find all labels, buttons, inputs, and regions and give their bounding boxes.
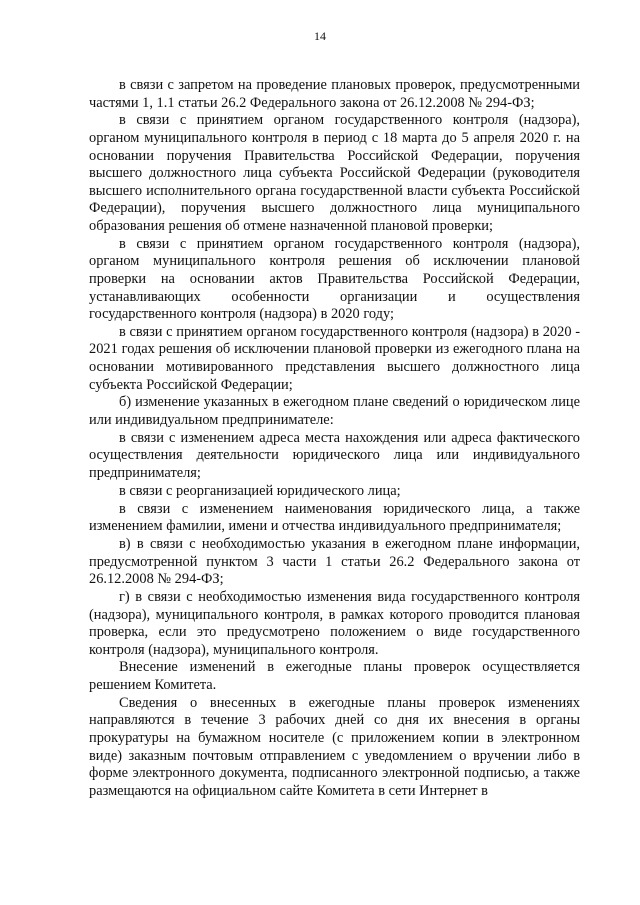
paragraph-item-b: б) изменение указанных в ежегодном плане сведений о юридическом лице или индивидуальном предпринимателе: (89, 394, 580, 429)
paragraph-exclusion-government-acts: в связи с принятием органом государственного контроля (надзора), органом муниципального контроля решения об исключении плановой проверки на основании актов Правительства Российской Федерации, устанавливающих особенности организации и осуществления государственного контроля (надзора) в 2020 году; (89, 235, 580, 323)
paragraph-item-g: г) в связи с необходимостью изменения вида государственного контроля (надзора), муниципального контроля, в рамках которого проводится плановая проверка, если это предусмотрено положением о виде государственного контроля (надзора), муниципального контроля. (89, 588, 580, 658)
paragraph-item-v: в) в связи с необходимостью указания в ежегодном плане информации, предусмотренной пунктом 3 части 1 статьи 26.2 Федерального закона от 26.12.2008 № 294-ФЗ; (89, 535, 580, 588)
paragraph-name-change: в связи с изменением наименования юридического лица, а также изменением фамилии, имени и отчества индивидуального предпринимателя; (89, 500, 580, 535)
paragraph-notification-prosecutor: Сведения о внесенных в ежегодные планы проверок изменениях направляются в течение 3 рабочих дней со дня их внесения в органы прокуратуры на бумажном носителе (с приложением копии в электронном виде) заказным почтовым отправлением с уведомлением о вручении либо в форме электронного документа, подписанного электронной подписью, а также размещаются на официальном сайте Комитета в сети Интернет в (89, 694, 580, 799)
document-body (89, 77, 580, 801)
paragraph-ban-planned-inspections: в связи с запретом на проведение плановых проверок, предусмотренными частями 1, 1.1 статьи 26.2 Федерального закона от 26.12.2008 № 294-ФЗ; (89, 77, 580, 111)
paragraph-exclusion-2020-2021: в связи с принятием органом государственного контроля (надзора) в 2020 - 2021 годах решения об исключении плановой проверки из ежегодного плана на основании мотивированного представления высшего должностного лица субъекта Российской Федерации; (89, 323, 580, 393)
paragraph-committee-decision: Внесение изменений в ежегодные планы проверок осуществляется решением Комитета. (89, 659, 580, 694)
paragraph-address-change: в связи с изменением адреса места нахождения или адреса фактического осуществления деятельности юридического лица или индивидуального предпринимателя; (89, 429, 580, 481)
page-number: 14 (314, 29, 326, 43)
paragraph-reorganization: в связи с реорганизацией юридического лица; (119, 482, 401, 499)
paragraph-cancel-by-instruction: в связи с принятием органом государственного контроля (надзора), органом муниципального контроля в период с 18 марта до 5 апреля 2020 г. на основании поручения Правительства Российской Федерации, поручения высшего должностного лица субъекта Российской Федерации (руководителя высшего исполнительного органа государственной власти субъекта Российской Федерации), поручения высшего должностного лица муниципального образования решения об отмене назначенной плановой проверки; (89, 112, 580, 234)
